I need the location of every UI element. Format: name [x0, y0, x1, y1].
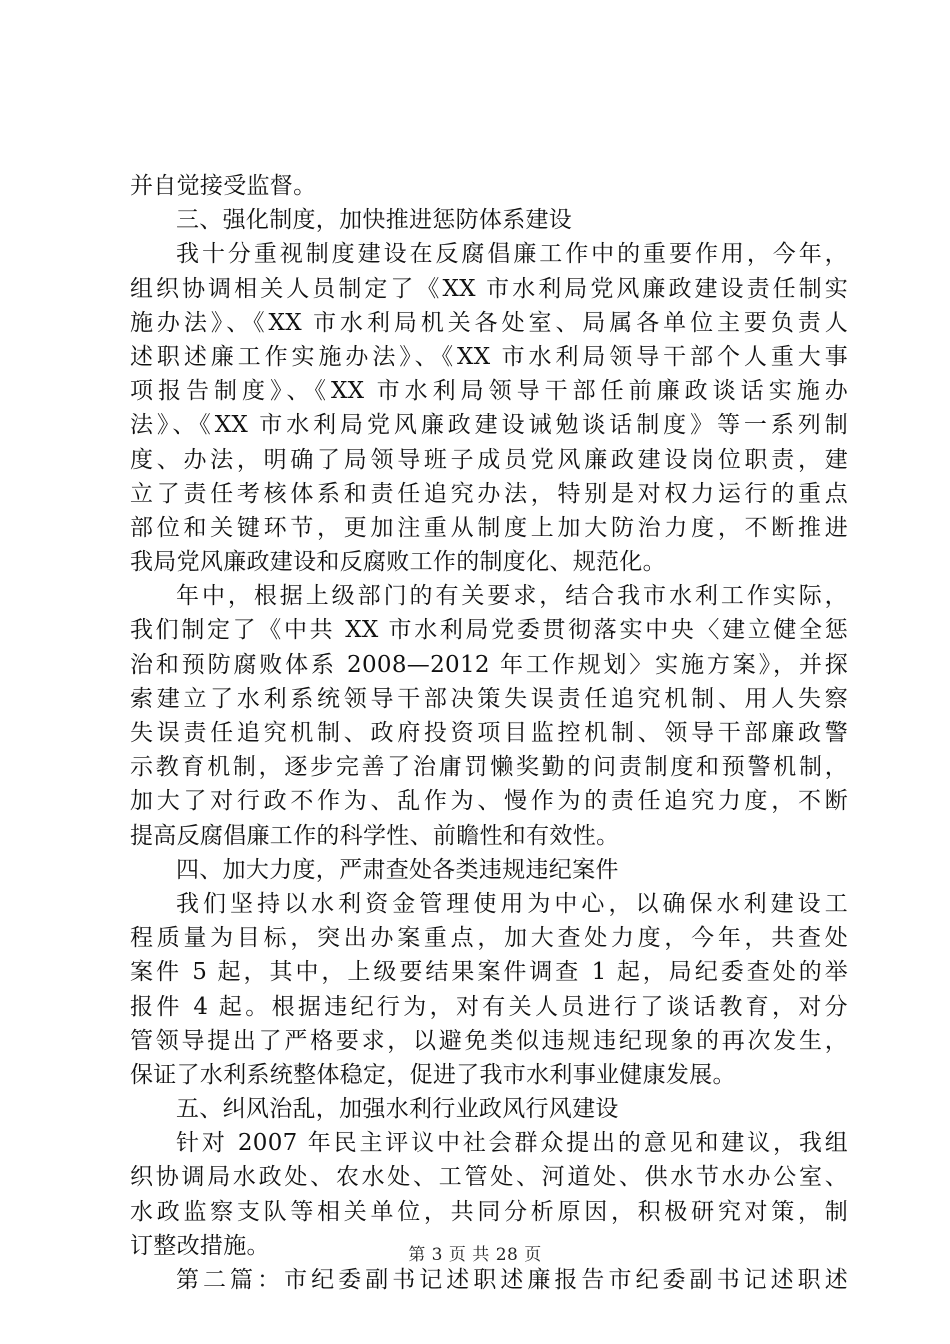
paragraph-line: 织协调局水政处、农水处、工管处、河道处、供水节水办公室、: [130, 1164, 848, 1191]
paragraph-line: 保证了水利系统整体稳定，促进了我市水利事业健康发展。: [130, 1061, 736, 1088]
paragraph-line: 年中，根据上级部门的有关要求，结合我市水利工作实际，: [176, 583, 848, 610]
paragraph-line: 管领导提出了严格要求，以避免类似违规违纪现象的再次发生，: [130, 1027, 848, 1054]
paragraph-line: 组织协调相关人员制定了《XX 市水利局党风廉政建设责任制实: [130, 275, 848, 302]
paragraph-line: 报件 4 起。根据违纪行为，对有关人员进行了谈话教育，对分: [130, 993, 848, 1020]
paragraph-line: 订整改措施。: [130, 1232, 270, 1259]
paragraph-line: 加大了对行政不作为、乱作为、慢作为的责任追究力度，不断: [130, 788, 848, 815]
paragraph-line: 第二篇：市纪委副书记述职述廉报告市纪委副书记述职述: [176, 1267, 848, 1293]
section-heading: 五、纠风治乱，加强水利行业政风行风建设: [176, 1096, 619, 1123]
paragraph-line: 度、办法，明确了局领导班子成员党风廉政建设岗位职责，建: [130, 446, 848, 473]
paragraph-line: 施办法》、《XX 市水利局机关各处室、局属各单位主要负责人: [130, 309, 848, 336]
section-heading: 四、加大力度，严肃查处各类违规违纪案件: [176, 856, 619, 883]
paragraph-line: 索建立了水利系统领导干部决策失误责任追究机制、用人失察: [130, 685, 848, 712]
paragraph-line: 案件 5 起，其中，上级要结果案件调查 1 起，局纪委查处的举: [130, 959, 848, 986]
paragraph-line: 我们制定了《中共 XX 市水利局党委贯彻落实中央〈建立健全惩: [130, 617, 848, 644]
paragraph-line: 水政监察支队等相关单位，共同分析原因，积极研究对策，制: [130, 1198, 848, 1225]
paragraph-line: 部位和关键环节，更加注重从制度上加大防治力度，不断推进: [130, 514, 848, 541]
paragraph-line: 失误责任追究机制、政府投资项目监控机制、领导干部廉政警: [130, 720, 848, 746]
paragraph-line: 程质量为目标，突出办案重点，加大查处力度，今年，共查处: [130, 925, 848, 952]
paragraph-line: 并自觉接受监督。: [130, 173, 317, 199]
page-number-footer: 第 3 页 共 28 页: [408, 1245, 542, 1265]
paragraph-line: 示教育机制，逐步完善了治庸罚懒奖勤的问责制度和预警机制，: [130, 754, 848, 781]
paragraph-line: 治和预防腐败体系 2008—2012 年工作规划〉实施方案》，并探: [130, 651, 848, 678]
paragraph-line: 我们坚持以水利资金管理使用为中心，以确保水利建设工: [176, 890, 848, 917]
document-body: [130, 169, 848, 1297]
paragraph-line: 提高反腐倡廉工作的科学性、前瞻性和有效性。: [130, 822, 620, 849]
section-heading: 三、强化制度，加快推进惩防体系建设: [176, 207, 573, 234]
paragraph-line: 述职述廉工作实施办法》、《XX 市水利局领导干部个人重大事: [130, 343, 848, 370]
paragraph-line: 针对 2007 年民主评议中社会群众提出的意见和建议，我组: [176, 1130, 848, 1157]
paragraph-line: 我局党风廉政建设和反腐败工作的制度化、规范化。: [130, 549, 666, 576]
paragraph-line: 立了责任考核体系和责任追究办法，特别是对权力运行的重点: [130, 480, 848, 507]
paragraph-line: 我十分重视制度建设在反腐倡廉工作中的重要作用，今年，: [176, 241, 848, 268]
paragraph-line: 项报告制度》、《XX 市水利局领导干部任前廉政谈话实施办: [130, 378, 848, 405]
paragraph-line: 法》、《XX 市水利局党风廉政建设诫勉谈话制度》等一系列制: [130, 412, 848, 439]
